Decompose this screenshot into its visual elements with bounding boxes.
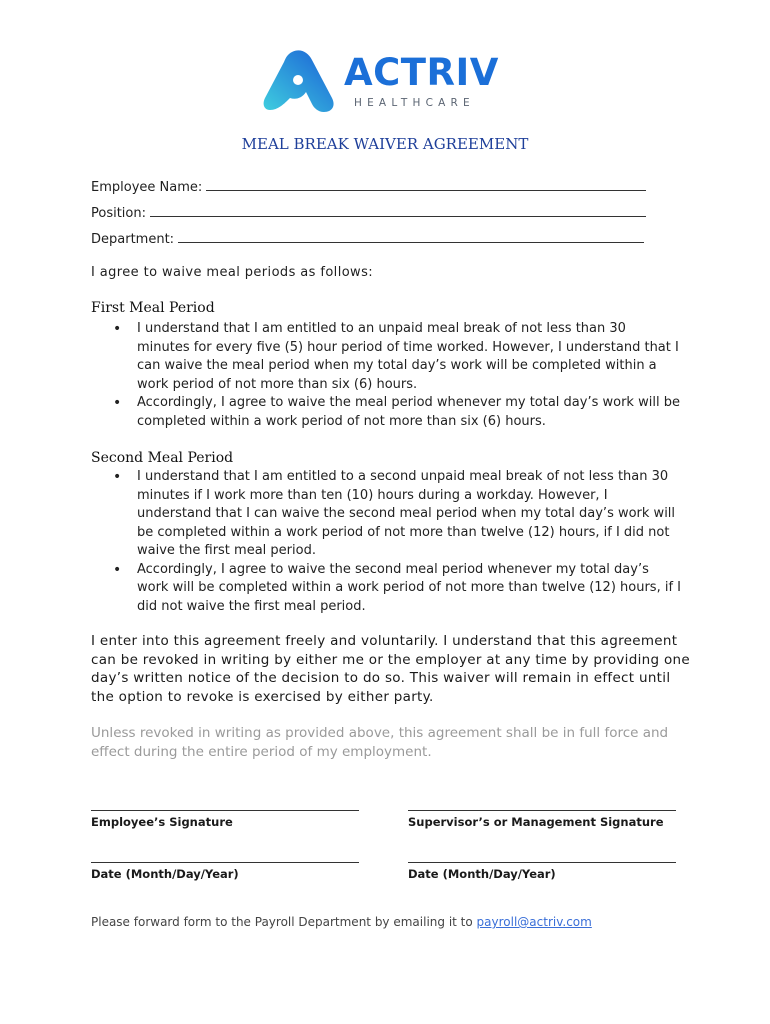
department-label: Department: bbox=[91, 232, 175, 247]
second-meal-list bbox=[110, 468, 682, 616]
employee-name-line[interactable] bbox=[206, 179, 646, 191]
actriv-logo bbox=[262, 48, 512, 114]
first-meal-heading: First Meal Period bbox=[91, 300, 215, 316]
employee-name-field[interactable] bbox=[91, 179, 646, 194]
position-line[interactable] bbox=[150, 205, 646, 217]
employee-signature-label: Employee’s Signature bbox=[91, 815, 233, 829]
logo-brand: ACTRIV bbox=[344, 51, 499, 94]
logo-subtitle: HEALTHCARE bbox=[354, 97, 475, 109]
supervisor-date-line[interactable] bbox=[408, 862, 676, 863]
payroll-email-link[interactable]: payroll@actriv.com bbox=[476, 915, 592, 929]
supervisor-signature-label: Supervisor’s or Management Signature bbox=[408, 815, 664, 829]
document-title: MEAL BREAK WAIVER AGREEMENT bbox=[241, 135, 529, 153]
department-line[interactable] bbox=[178, 231, 644, 243]
employee-date-label: Date (Month/Day/Year) bbox=[91, 867, 239, 881]
second-meal-heading: Second Meal Period bbox=[91, 450, 234, 466]
employee-name-label: Employee Name: bbox=[91, 180, 203, 195]
position-label: Position: bbox=[91, 206, 146, 221]
position-field[interactable] bbox=[91, 205, 646, 220]
list-item: • I understand that I am entitled to an unpaid meal break of not less than 30 minutes for every five (5) hour period of time worked. However, I understand that I can waive the meal period when my total day’s work will be completed within a work period of not more than six (6) hours. bbox=[110, 320, 682, 394]
list-item: • I understand that I am entitled to a second unpaid meal break of not less than 30 minutes if I work more than ten (10) hours during a workday. However, I understand that I can waive the second meal period when my total day’s work will be completed within a work period of not more than twelve (12) hours, if I did not waive the first meal period. bbox=[110, 468, 682, 561]
department-field[interactable] bbox=[91, 231, 644, 246]
list-item: • Accordingly, I agree to waive the meal period whenever my total day’s work will be completed within a work period of not more than six (6) hours. bbox=[110, 394, 682, 431]
employee-signature-line[interactable] bbox=[91, 810, 359, 811]
footer-note bbox=[91, 915, 592, 929]
employee-date-line[interactable] bbox=[91, 862, 359, 863]
supervisor-date-label: Date (Month/Day/Year) bbox=[408, 867, 556, 881]
revoke-paragraph: Unless revoked in writing as provided above, this agreement shall be in full force and effect during the entire period of my employment. bbox=[91, 725, 669, 760]
agree-intro: I agree to waive meal periods as follows: bbox=[91, 265, 374, 280]
supervisor-signature-line[interactable] bbox=[408, 810, 676, 811]
footer-text: Please forward form to the Payroll Department by emailing it to bbox=[91, 915, 477, 929]
agreement-paragraph: I enter into this agreement freely and voluntarily. I understand that this agreement can be revoked in writing by either me or the employer at any time by providing one day’s written notice of the decision to do so. This waiver will remain in effect until the option to revoke is exercised by either party. bbox=[91, 633, 690, 705]
list-item: • Accordingly, I agree to waive the second meal period whenever my total day’s work will be completed within a work period of not more than twelve (12) hours, if I did not waive the first meal period. bbox=[110, 561, 682, 617]
actriv-logo-mark-icon bbox=[262, 48, 338, 114]
first-meal-list bbox=[110, 320, 682, 431]
